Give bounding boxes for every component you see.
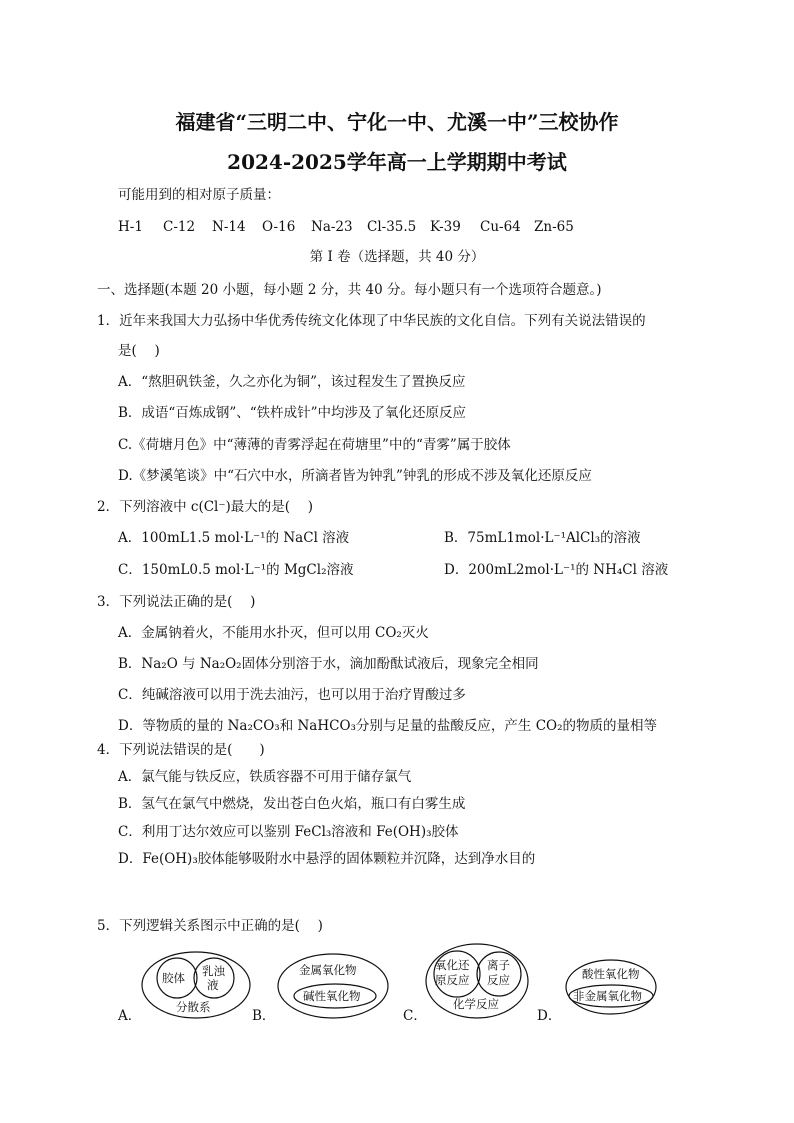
q2-option-b: B．75mL1mol·L⁻¹AlCl₃的溶液 bbox=[444, 530, 641, 546]
diagram-a-outer-label: 分散系 bbox=[176, 1000, 211, 1014]
q1-stem-cont: 是( ) bbox=[118, 343, 160, 359]
atomic-mass-n: N-14 bbox=[212, 219, 246, 235]
exam-title-line1: 福建省“三明二中、宁化一中、尤溪一中”三校协作 bbox=[175, 110, 619, 134]
q5-label-b: B． bbox=[252, 1008, 276, 1024]
diagram-d-inner-label: 非金属氧化物 bbox=[573, 989, 642, 1003]
atomic-mass-label: 可能用到的相对原子质量： bbox=[118, 187, 280, 203]
atomic-mass-cl: Cl-35.5 bbox=[367, 219, 417, 235]
q1-option-a: A．“熬胆矾铁釜，久之亦化为铜”，该过程发生了置换反应 bbox=[118, 374, 466, 390]
q4-option-d: D．Fe(OH)₃胶体能够吸附水中悬浮的固体颗粒并沉降，达到净水目的 bbox=[118, 851, 536, 867]
atomic-mass-c: C-12 bbox=[163, 219, 196, 235]
q4-option-a: A．氯气能与铁反应，铁质容器不可用于储存氯气 bbox=[118, 769, 412, 785]
volume-title: 第 I 卷（选择题，共 40 分） bbox=[309, 249, 485, 265]
q5-diagram-c bbox=[424, 942, 530, 1020]
diagram-b-inner-label: 碱性氧化物 bbox=[303, 989, 361, 1003]
diagram-a-right-label-2: 液 bbox=[207, 978, 219, 992]
q3-option-b: B．Na₂O 与 Na₂O₂固体分别溶于水，滴加酚酞试液后，现象完全相同 bbox=[118, 656, 539, 672]
diagram-c-left-label-2: 原反应 bbox=[435, 973, 470, 987]
atomic-mass-k: K-39 bbox=[430, 219, 461, 235]
q3-option-d: D．等物质的量的 Na₂CO₃和 NaHCO₃分别与足量的盐酸反应，产生 CO₂的物质的量相等 bbox=[118, 718, 658, 734]
q1-stem: 1．近年来我国大力弘扬中华优秀传统文化体现了中华民族的文化自信。下列有关说法错误的 bbox=[97, 313, 646, 329]
atomic-mass-na: Na-23 bbox=[311, 219, 353, 235]
q2-option-a: A．100mL1.5 mol·L⁻¹的 NaCl 溶液 bbox=[118, 530, 350, 546]
q5-diagram-a bbox=[140, 950, 252, 1020]
q4-stem: 4．下列说法错误的是( ) bbox=[97, 742, 265, 758]
q5-label-c: C． bbox=[403, 1008, 427, 1024]
diagram-b-outer-label: 金属氧化物 bbox=[299, 963, 357, 977]
diagram-c-right-label-1: 离子 bbox=[487, 958, 510, 972]
diagram-a-right-label-1: 乳浊 bbox=[202, 964, 225, 978]
diagram-d-outer-label: 酸性氧化物 bbox=[582, 967, 640, 981]
atomic-mass-o: O-16 bbox=[262, 219, 296, 235]
q3-option-c: C．纯碱溶液可以用于洗去油污，也可以用于治疗胃酸过多 bbox=[118, 687, 466, 703]
q4-option-c: C．利用丁达尔效应可以鉴别 FeCl₃溶液和 Fe(OH)₃胶体 bbox=[118, 824, 459, 840]
exam-title-line2: 2024-2025学年高一上学期期中考试 bbox=[227, 150, 567, 174]
atomic-mass-h: H-1 bbox=[118, 219, 143, 235]
diagram-c-left-label-1: 氧化还 bbox=[435, 958, 470, 972]
q2-option-d: D．200mL2mol·L⁻¹的 NH₄Cl 溶液 bbox=[444, 562, 669, 578]
q2-stem: 2．下列溶液中 c(Cl⁻)最大的是( ) bbox=[97, 499, 314, 515]
q5-diagram-b bbox=[276, 952, 390, 1022]
diagram-a-left-label: 胶体 bbox=[162, 971, 185, 985]
atomic-mass-cu: Cu-64 bbox=[480, 219, 521, 235]
q5-label-d: D． bbox=[537, 1008, 562, 1024]
q1-option-b: B．成语“百炼成钢”、“铁杵成针”中均涉及了氧化还原反应 bbox=[118, 405, 467, 421]
q5-label-a: A． bbox=[118, 1008, 142, 1024]
q3-option-a: A．金属钠着火，不能用水扑灭，但可以用 CO₂灭火 bbox=[118, 625, 429, 641]
section-heading: 一、选择题(本题 20 小题，每小题 2 分，共 40 分。每小题只有一个选项符合题意。) bbox=[97, 282, 602, 298]
q4-option-b: B．氢气在氯气中燃烧，发出苍白色火焰，瓶口有白雾生成 bbox=[118, 796, 466, 812]
diagram-c-outer-label: 化学反应 bbox=[453, 997, 499, 1011]
diagram-c-right-label-2: 反应 bbox=[487, 973, 510, 987]
q3-stem: 3．下列说法正确的是( ) bbox=[97, 594, 256, 610]
q2-option-c: C．150mL0.5 mol·L⁻¹的 MgCl₂溶液 bbox=[118, 562, 354, 578]
q1-option-d: D.《梦溪笔谈》中“石穴中水，所滴者皆为钟乳”钟乳的形成不涉及氧化还原反应 bbox=[118, 468, 592, 484]
q5-diagram-d bbox=[564, 958, 658, 1016]
atomic-mass-zn: Zn-65 bbox=[534, 219, 574, 235]
q5-stem: 5．下列逻辑关系图示中正确的是( ) bbox=[97, 918, 323, 934]
q1-option-c: C.《荷塘月色》中“薄薄的青雾浮起在荷塘里”中的“青雾”属于胶体 bbox=[118, 437, 511, 453]
